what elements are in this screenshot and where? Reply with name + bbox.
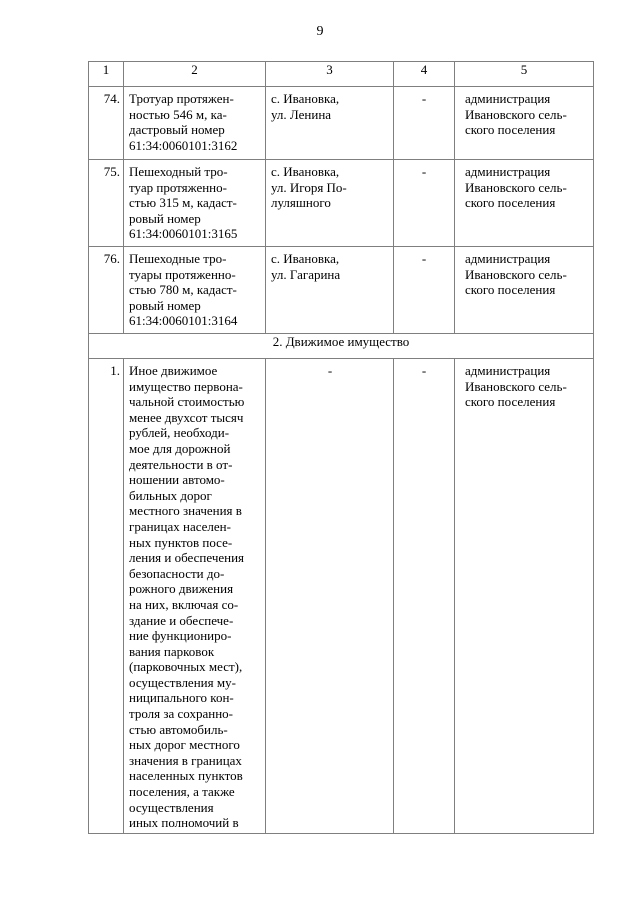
column-4-value: - (394, 247, 455, 334)
column-header: 1 (89, 62, 124, 87)
property-holder: администрация Ивановского сель- ского поселения (465, 251, 567, 298)
property-name: Тротуар протяжен- ностью 546 м, ка- дастровый номер 61:34:0060101:3162 (129, 91, 238, 153)
row-number: 75. (89, 160, 124, 247)
property-name: Пешеходный тро- туар протяженно- стью 315 м, кадаст- ровый номер 61:34:0060101:3165 (129, 164, 238, 242)
property-holder: администрация Ивановского сель- ского поселения (465, 363, 567, 410)
property-address: с. Ивановка, ул. Гагарина (271, 251, 341, 282)
table-header-row (89, 62, 594, 87)
property-name: Пешеходные тро- туары протяженно- стью 780 м, кадаст- ровый номер 61:34:0060101:3164 (129, 251, 238, 329)
property-address: - (266, 359, 394, 834)
property-holder: администрация Ивановского сель- ского поселения (465, 91, 567, 138)
row-number: 74. (89, 87, 124, 160)
table-row (89, 247, 594, 334)
property-address: с. Ивановка, ул. Игоря По- луляшного (271, 164, 347, 211)
property-name: Иное движимое имущество первона- чальной стоимостью менее двухсот тысяч рублей, необходи- мое для дорожной деятельности в от- ношении автомо- бильных дорог местного значения в границах населен- ных пунктов посе- ления и обеспечения безопасности до- рожного движения на них, включая со- здание и обеспече- ние функциониро- вания парковок (парковочных мест), осуществления му- ниципального кон- троля за сохранно- стью автомобиль- ных дорог местного значения в границах населенных пунктов поселения, а также осуществления иных полномочий в (129, 363, 245, 831)
column-header: 4 (394, 62, 455, 87)
row-number: 1. (89, 359, 124, 834)
property-holder: администрация Ивановского сель- ского поселения (465, 164, 567, 211)
column-header: 5 (455, 62, 594, 87)
column-header: 3 (266, 62, 394, 87)
section-row (89, 334, 594, 359)
section-title: 2. Движимое имущество (89, 334, 594, 359)
column-header: 2 (124, 62, 266, 87)
property-registry-table (88, 61, 594, 834)
column-4-value: - (394, 87, 455, 160)
property-address: с. Ивановка, ул. Ленина (271, 91, 340, 122)
table-row (89, 359, 594, 834)
table-row (89, 87, 594, 160)
table-row (89, 160, 594, 247)
column-4-value: - (394, 359, 455, 834)
row-number: 76. (89, 247, 124, 334)
column-4-value: - (394, 160, 455, 247)
page-number: 9 (316, 24, 324, 39)
